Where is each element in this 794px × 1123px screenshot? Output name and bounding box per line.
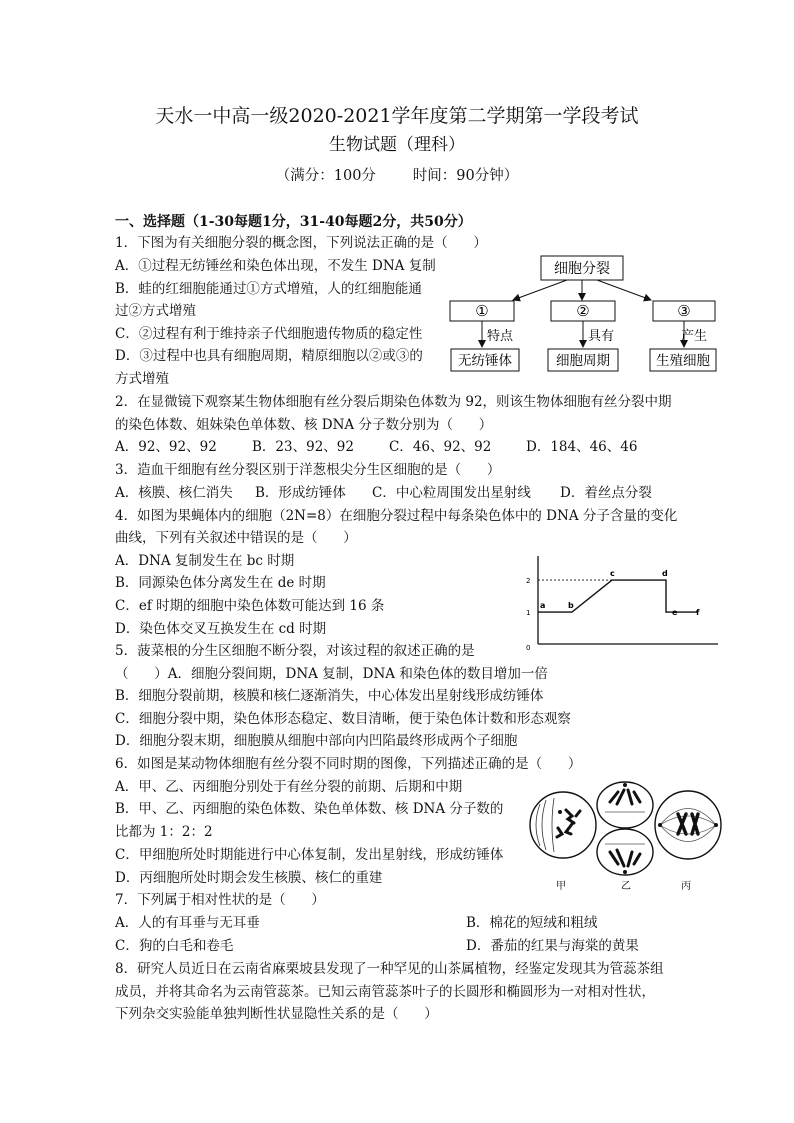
q1-option-a: A．①过程无纺锤丝和染色体出现，不发生 DNA 复制: [115, 258, 436, 274]
section-heading: 一、选择题（1-30每题1分，31-40每题2分，共50分）: [115, 214, 472, 230]
dna-content-chart: [512, 546, 727, 656]
q8-stem: 8．研究人员近日在云南省麻栗坡县发现了一种罕见的山茶属植物，经鉴定发现其为管蕊茶组: [115, 961, 664, 977]
concept-branch-1: ①: [475, 302, 489, 320]
chart-y-tick-1: 1: [526, 609, 531, 618]
chart-point-label-f: f: [696, 608, 700, 618]
concept-result-3: 生殖细胞: [656, 353, 710, 369]
q2-option-c: C．46、92、92: [389, 439, 492, 455]
q3-stem: 3．造血干细胞有丝分裂区别于洋葱根尖分生区细胞的是（ ）: [115, 462, 501, 478]
q3-option-d: D．着丝点分裂: [560, 485, 652, 501]
q6-option-a: A．甲、乙、丙细胞分别处于有丝分裂的前期、后期和中期: [115, 779, 463, 795]
chart-point-label-d: d: [662, 569, 668, 579]
q4-option-b: B．同源染色体分离发生在 de 时期: [115, 575, 326, 591]
q1-stem: 1．下图为有关细胞分裂的概念图，下列说法正确的是（ ）: [115, 235, 487, 251]
q7-stem: 7．下列属于相对性状的是（ ）: [115, 892, 325, 908]
concept-map: [445, 250, 725, 378]
exam-title: 天水一中高一级2020-2021学年度第二学期第一学段考试: [155, 105, 639, 127]
q3-option-a: A．核膜、核仁消失: [115, 485, 233, 501]
q2-stem-cont: 的染色体数、姐妹染色单体数、核 DNA 分子数分别为（ ）: [115, 417, 493, 433]
q4-option-c: C．ef 时期的细胞中染色体数可能达到 16 条: [115, 598, 385, 614]
q1-option-b: B．蛙的红细胞能通过①方式增殖，人的红细胞能通: [115, 281, 422, 297]
chart-point-label-e: e: [672, 608, 678, 618]
q3-option-b: B．形成纺锤体: [255, 485, 346, 501]
q6-option-c: C．甲细胞所处时期能进行中心体复制，发出星射线，形成纺锤体: [115, 847, 504, 863]
cell-label-yi: 乙: [621, 881, 631, 892]
q7-option-c: C．狗的白毛和卷毛: [115, 938, 234, 954]
q7-option-b: B．棉花的短绒和粗绒: [466, 915, 598, 931]
exam-meta: （满分：100分 时间：90分钟）: [275, 168, 519, 184]
q6-stem: 6．如图是某动物体细胞有丝分裂不同时期的图像，下列描述正确的是（ ）: [115, 756, 582, 772]
cell-label-jia: 甲: [556, 881, 566, 892]
q3-option-c: C．中心粒周围发出星射线: [372, 485, 531, 501]
concept-branch-3: ③: [677, 302, 691, 320]
concept-link-1: 特点: [487, 329, 514, 344]
chart-y-tick-0: 0: [526, 644, 531, 652]
q1-option-d-cont: 方式增殖: [115, 371, 169, 387]
q5-option-b: B．细胞分裂前期，核膜和核仁逐渐消失，中心体发出星射线形成纺锤体: [115, 688, 544, 704]
q5-option-c: C．细胞分裂中期，染色体形态稳定、数目清晰，便于染色体计数和形态观察: [115, 711, 571, 727]
q1-option-c: C．②过程有利于维持亲子代细胞遗传物质的稳定性: [115, 326, 423, 342]
exam-subject: 生物试题（理科）: [329, 135, 465, 155]
cell-bing: [655, 791, 721, 859]
concept-result-2: 细胞周期: [556, 353, 610, 369]
q7-option-a: A．人的有耳垂与无耳垂: [115, 915, 260, 931]
q4-stem-cont: 曲线，下列有关叙述中错误的是（ ）: [115, 530, 357, 546]
concept-result-1: 无纺锤体: [458, 353, 512, 369]
q8-stem-cont2: 下列杂交实验能单独判断性状显隐性关系的是（ ）: [115, 1006, 438, 1022]
concept-root: 细胞分裂: [554, 261, 610, 277]
q2-stem: 2．在显微镜下观察某生物体细胞有丝分裂后期染色体数为 92，则该生物体细胞有丝分裂中期: [115, 394, 672, 410]
q6-option-b-cont: 比都为 1：2：2: [115, 824, 213, 840]
mitosis-cells-figure: [520, 772, 730, 894]
chart-point-label-b: b: [568, 601, 574, 611]
q8-stem-cont: 成员，并将其命名为云南管蕊茶。已知云南管蕊茶叶子的长圆形和椭圆形为一对相对性状，: [115, 984, 655, 1000]
q7-option-d: D．番茄的红果与海棠的黄果: [466, 938, 639, 954]
q6-option-b: B．甲、乙、丙细胞的染色体数、染色单体数、核 DNA 分子数的: [115, 801, 504, 817]
concept-branch-2: ②: [576, 302, 590, 320]
q5-option-a: （ ）A．细胞分裂间期，DNA 复制，DNA 和染色体的数目增加一倍: [115, 666, 548, 682]
concept-link-3: 产生: [681, 329, 708, 344]
cell-jia: [530, 792, 596, 858]
cell-yi: [597, 782, 653, 875]
q1-option-d: D．③过程中也具有细胞周期，精原细胞以②或③的: [115, 348, 423, 364]
q1-option-b-cont: 过②方式增殖: [115, 303, 196, 319]
q2-option-d: D．184、46、46: [526, 439, 638, 455]
concept-link-2: 具有: [588, 329, 615, 344]
q4-stem: 4．如图为果蝇体内的细胞（2N=8）在细胞分裂过程中每条染色体中的 DNA 分子含量的变化: [115, 508, 678, 524]
q2-option-a: A．92、92、92: [115, 439, 217, 455]
q2-option-b: B．23、92、92: [252, 439, 354, 455]
q4-option-d: D．染色体交叉互换发生在 cd 时期: [115, 621, 327, 637]
chart-point-label-a: a: [540, 601, 546, 611]
q6-option-d: D．丙细胞所处时期会发生核膜、核仁的重建: [115, 870, 383, 886]
q5-option-d: D．细胞分裂末期，细胞膜从细胞中部向内凹陷最终形成两个子细胞: [115, 733, 518, 749]
cell-label-bing: 丙: [681, 881, 691, 892]
chart-point-label-c: c: [610, 569, 615, 579]
q4-option-a: A．DNA 复制发生在 bc 时期: [115, 553, 295, 569]
q5-stem: 5．菠菜根的分生区细胞不断分裂，对该过程的叙述正确的是: [115, 643, 475, 659]
chart-y-tick-2: 2: [526, 577, 531, 586]
